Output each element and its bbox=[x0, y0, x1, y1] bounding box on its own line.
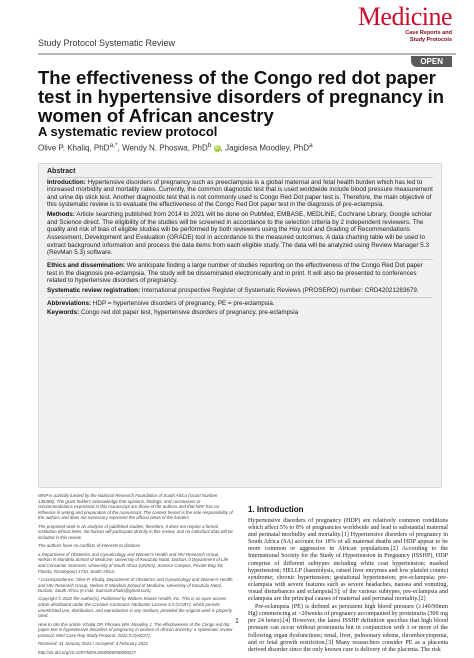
footnotes-column bbox=[38, 493, 233, 658]
footnote-ethics: The proposed work is an analysis of published studies; therefore, it does not require a formal institution ethical letter. No human will participate directly in this review, and no individual data will be included in this review. bbox=[38, 523, 233, 540]
introduction-heading: 1. Introduction bbox=[248, 505, 304, 514]
abbrev-text: HDP = hypertensive disorders of pregnancy, PE = pre-eclampsia. bbox=[92, 299, 275, 307]
author-1[interactable]: Olive P. Khaliq, PhD bbox=[38, 143, 110, 153]
footnote-dates: Received: 31 January 2022 / Accepted: 4 February 2022 bbox=[38, 641, 148, 647]
journal-brand bbox=[358, 4, 452, 43]
orcid-icon[interactable]: iD bbox=[214, 145, 220, 152]
abstract-keywords bbox=[47, 309, 433, 317]
footnote-funding: WNP is partially funded by the National Research Foundation of South Africa (Grant Number 138388). The grant holders acknowledge that opinions, findings, and conclusions or recommendations expressed in this manuscript are those of the authors and that NRF has no influence in writing and preparation of the manuscript. The content hereof is the sole responsibility of the authors and does not necessary represent the official views of the funders. bbox=[38, 493, 233, 521]
journal-sub-2: Study Protocols bbox=[409, 36, 452, 43]
author-3[interactable]: Jagidesa Moodley, PhD bbox=[225, 143, 310, 153]
author-list: Olive P. Khaliq, PhD$^{a,*}$, Wendy N. Phoswa, PhD$^b$ iD, Jagidesa Moodley, PhD$^a$ bbox=[38, 142, 313, 153]
registration-text: International prospective Register of Systematic Reviews (PROSERO) number: CRD42021283679. bbox=[141, 286, 419, 294]
footnote-correspondence: * Correspondence: Olive P. Khaliq, Department of Obstetrics and Gynaecology and Women's Health and HIV Research Group, Nelson R Mandela School of Medicine, University of KwaZulu-Natal, Durban, South Africa (e-mail: Samnah.khaliq@gmail.com). bbox=[38, 576, 233, 594]
header-divider bbox=[38, 53, 456, 55]
article-title: The effectiveness of the Congo red dot paper test in hypertensive disorders of pregnancy in women of African ancestry bbox=[38, 67, 445, 126]
page-number: 1 bbox=[235, 618, 239, 625]
keywords-label: Keywords: bbox=[47, 309, 80, 317]
abstract-abbreviations bbox=[47, 300, 433, 308]
journal-sub-1: Case Reports and bbox=[405, 30, 452, 36]
intro-paragraph-2: Pre-eclampsia (PE) is defined as persistent high blood pressure (≥140/90mm Hg) commencing at >20weeks of pregnancy accompanied by proteinuria (300 mg per 24 hours).[4] However, the latest ISSHP definition specifies that high blood pressure can occur without proteinuria but in conjunction with 1 or more of the following organ dysfunctions; renal, liver, pulmonary edema, thrombocytopenia, and or fetal growth restriction.[3] Many researchers consider PE as a placenta derived disorder since the only known cure is delivery of the placenta. The risk bbox=[248, 604, 448, 653]
intro-text: Hypertensive disorders of pregnancy such as preeclampsia is a global maternal and fetal health burden which has led to increased morbidity and mortality rates. Currently, the common diagnostic test that is used worldwide include blood pressure measurement and urine dip stick test. Another diagnostic test that is not commonly used is Congo Red Dot paper test is. Therefore, the main objective of this systematic review is to evaluate the effectiveness of the Congo Red Dot paper test in the diagnosis of pre-eclampsia. bbox=[47, 178, 433, 209]
author-2[interactable]: Wendy N. Phoswa, PhD bbox=[122, 143, 208, 153]
journal-name: Medicine bbox=[357, 2, 452, 31]
introduction-body bbox=[248, 518, 448, 655]
footnote-doi-link[interactable]: http://dx.doi.org/10.1097/MD9.0000000000000227 bbox=[38, 649, 137, 655]
footnote-conflicts: The authors have no conflicts of interests to disclose. bbox=[38, 543, 142, 549]
intro-paragraph-1: Hypertensive disorders of pregnancy (HDP) are relatively common conditions which affect 5% to 8% of pregnancies worldwide and lead to substantial maternal and perinatal morbidity and mortality.[1] Hypertensive disorders of pregnancy in South Africa (SA) account for 18% of all maternal deaths and HDP appear to be more common or aggressive in African populations.[2] According to the International Society for the Study of Hypertension in Pregnancy (ISSHP), HDP comprise of different subtypes including white coat hypertension; masked hypertension; HELLP (haemolysis, raised liver enzymes and low platelet counts) syndrome; chronic hypertension; gestational hypertension; pre-eclampsia; pre-eclampsia with severe features such as severe headaches, nausea and vomiting, visual disturbances and eclampsia[3]; of the various subtypes, pre-eclampsia and eclampsia are the principal causes of maternal and perinatal mortality.[2] bbox=[248, 518, 448, 603]
abstract-methods bbox=[47, 211, 433, 257]
ethics-label: Ethics and dissemination: bbox=[47, 261, 126, 269]
section-label: Study Protocol Systematic Review bbox=[38, 38, 176, 48]
author-3-affil: a bbox=[309, 142, 313, 149]
intro-label: Introduction: bbox=[47, 178, 86, 186]
article-subtitle: A systematic review protocol bbox=[38, 124, 218, 139]
ethics-text: We anticipate finding a large number of studies reporting on the effectiveness of the Congo Red Dot paper test in the diagnosis pre-eclampsia. The study will be disseminated electronically and in print. It will also be presented to conferences related to hypertensive disorders of pregnancy. bbox=[47, 261, 423, 285]
footnote-affiliations: a Department of Obstetrics and Gynaecology and Women's Health and HIV Research Group, Nelson R Mandela School of Medicine, University of KwaZulu-Natal, Durban, b Department of Life and Consumer Sciences, University of South Africa (UNISA), Science Campus, Private Bag X6, Florida, Roodepoort 1710, South Africa. bbox=[38, 551, 229, 574]
abbrev-label: Abbreviations: bbox=[47, 299, 92, 307]
abstract-box bbox=[38, 163, 442, 488]
author-1-affil: a,* bbox=[109, 142, 118, 149]
abstract-heading: Abstract bbox=[47, 168, 433, 178]
abstract-divider bbox=[47, 259, 433, 260]
abstract-registration bbox=[47, 287, 433, 295]
registration-label: Systematic review registration: bbox=[47, 286, 141, 294]
methods-text: Article searching published from 2014 to 2021 will be done on PubMed, EMBASE, MEDLINE, Cochrane Library, Google scholar and Science direct. The eligibility of the studies will be screened in accordance to the selection criteria by 2 independent reviewers. The quality and risk of bias of eligible studies will be performed by both reviewers using the Hoy tool and Grading of Recommendations Assessment, Development and Evaluation (GRADE) tool in accordance to the measured outcomes. A data charting table will be used to extract background information and process the data items from each eligible study. The data will be analyzed using Review Manager 5.3 (RevMan 5.3) software. bbox=[47, 211, 432, 257]
footnote-citation: How to cite this article: Khaliq OP, Phoswa WN, Moodley J. The effectiveness of the Congo red dot paper test in hypertensive disorders of pregnancy in women of African ancestry: a systematic review protocol. Med Case Rep Study Protocol. 2022;3:2(e0227). bbox=[38, 621, 233, 638]
footnote-copyright: Copyright © 2022 the Author(s). Published by Wolters Kluwer Health, Inc. This is an open access article distributed under the Creative Commons Attribution License 4.0 (CCBY), which permits unrestricted use, distribution, and reproduction in any medium, provided the original work is properly cited. bbox=[38, 596, 233, 619]
author-2-affil: b bbox=[207, 142, 212, 149]
methods-label: Methods: bbox=[47, 211, 75, 219]
open-access-badge: OPEN bbox=[411, 56, 452, 67]
abstract-ethics bbox=[47, 262, 433, 285]
keywords-text: Congo red dot paper test, hypertensive disorders of pregnancy, pre-eclampsia bbox=[80, 309, 299, 317]
abstract-introduction bbox=[47, 179, 433, 209]
abstract-divider bbox=[47, 297, 433, 298]
